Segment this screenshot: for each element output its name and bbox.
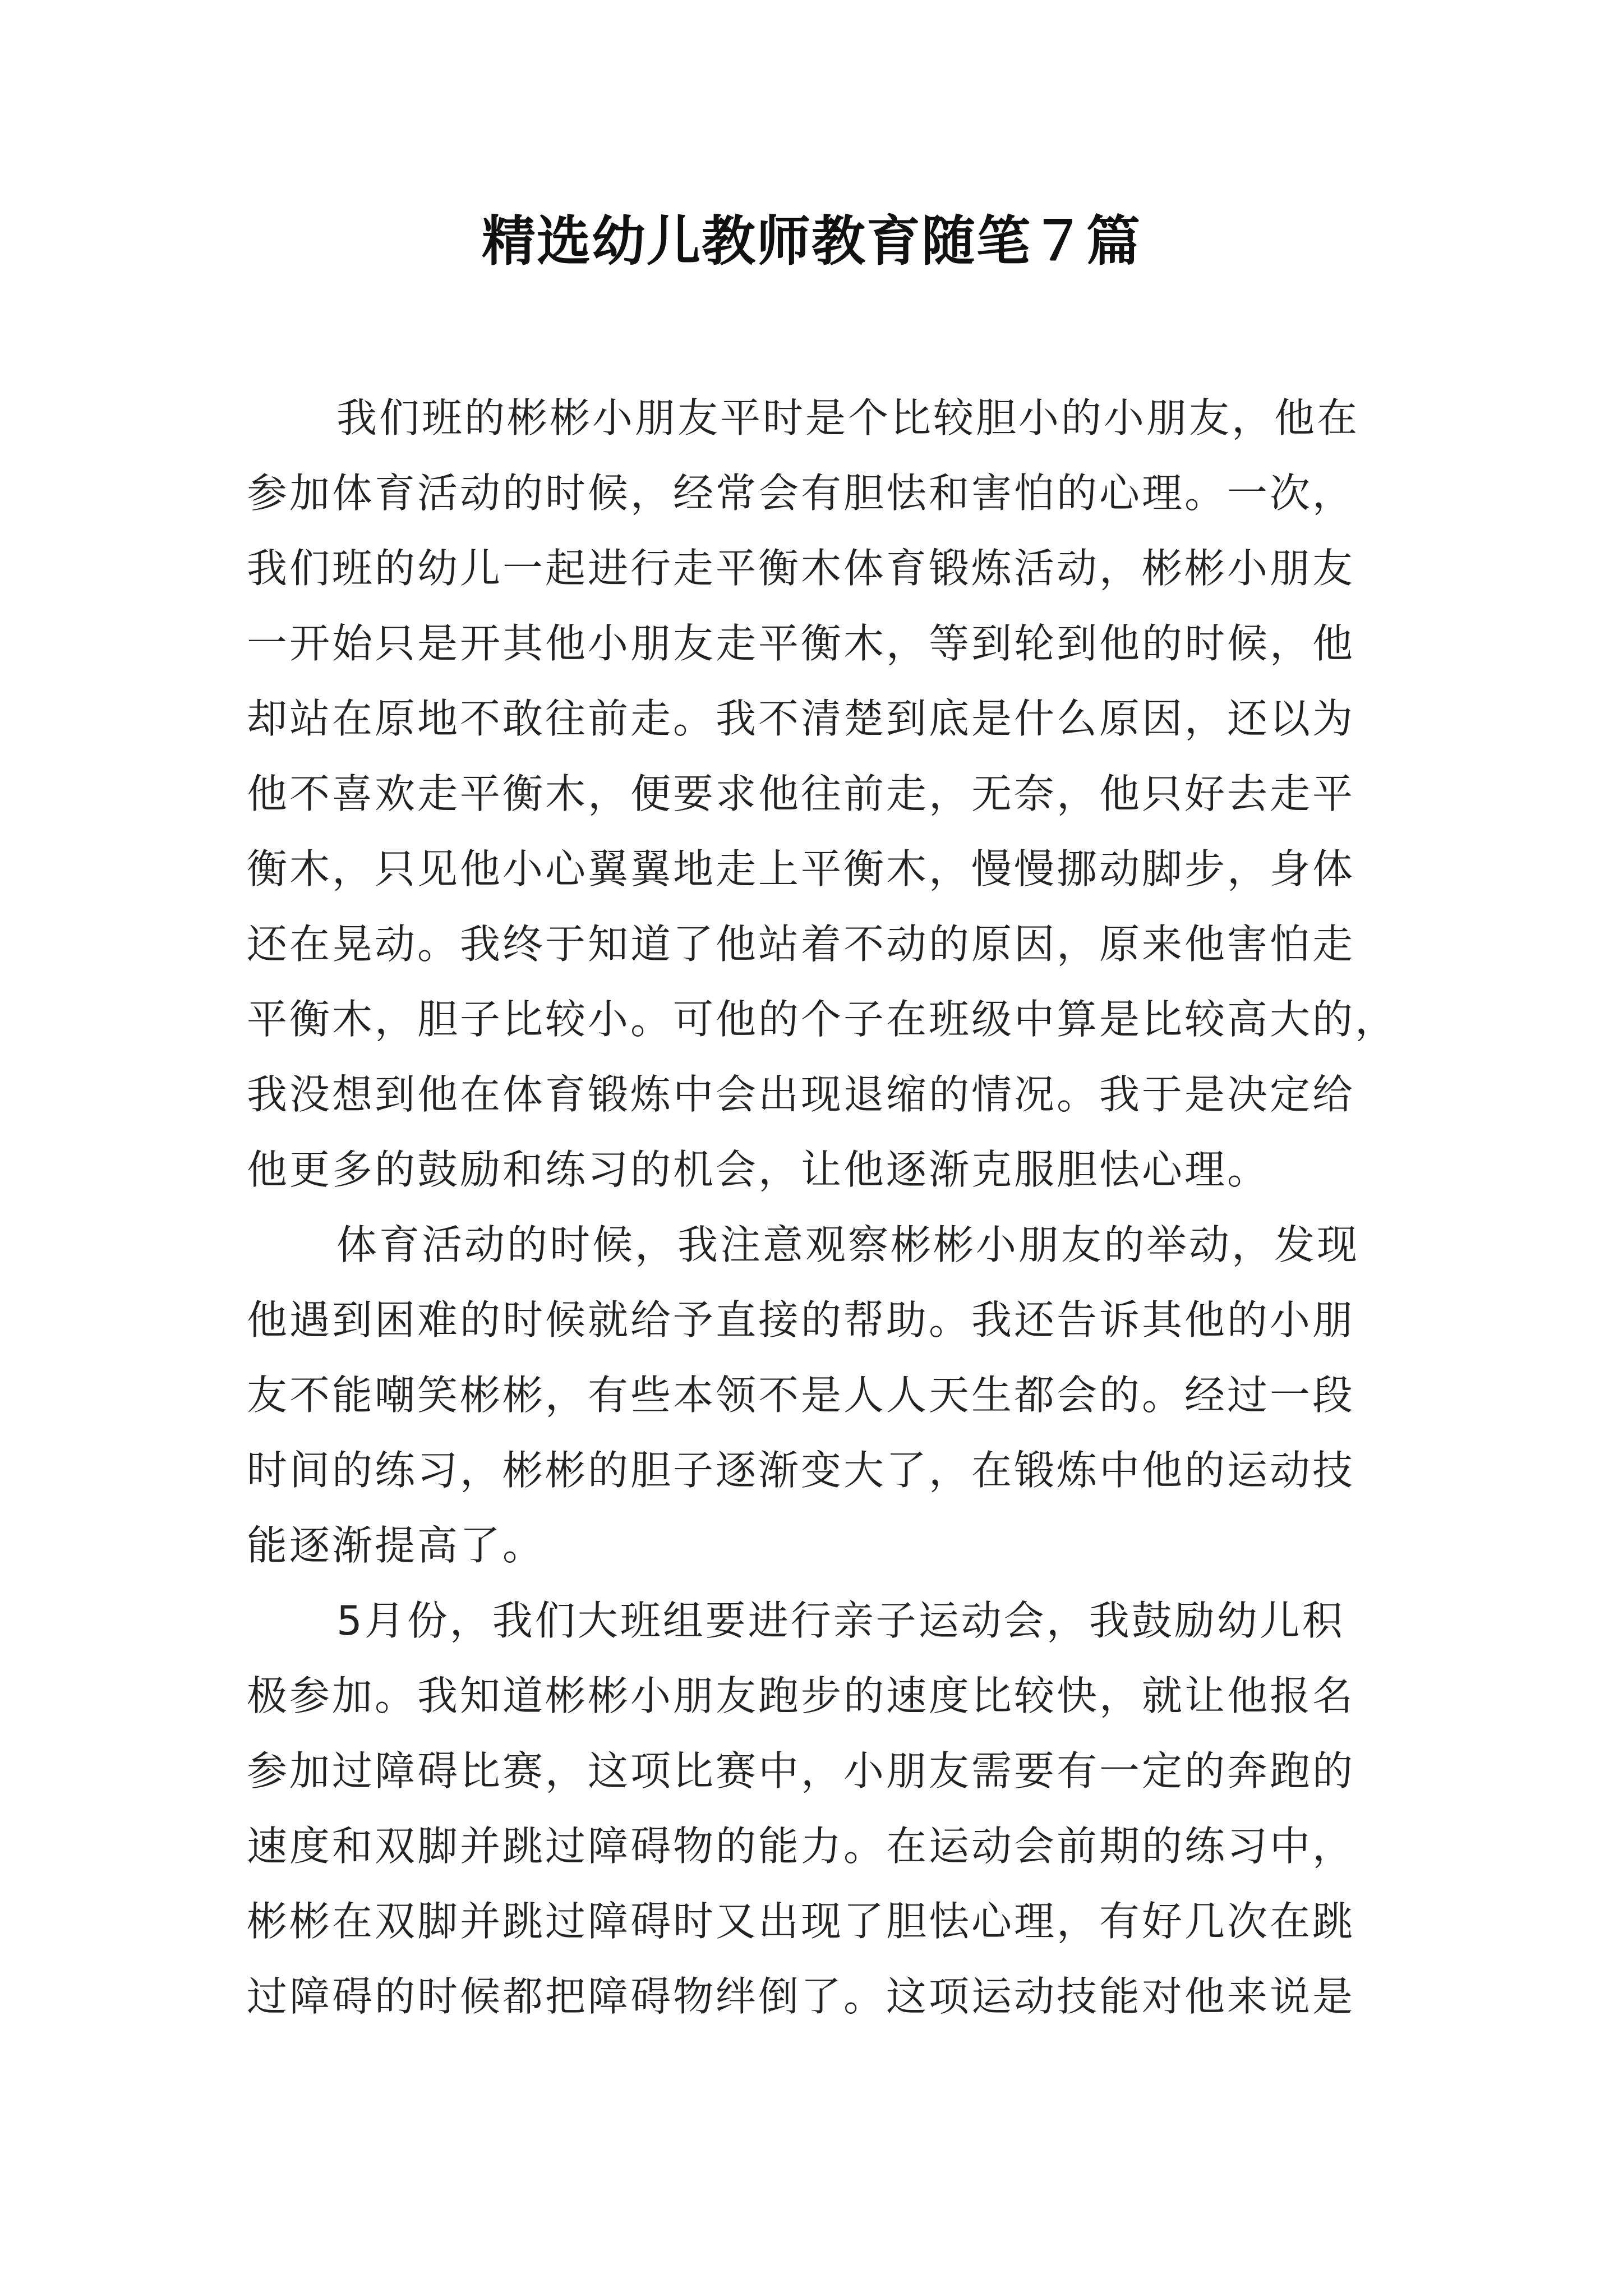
text-line: 能逐渐提高了。 <box>247 1522 546 1569</box>
text-line: 他遇到困难的时候就给予直接的帮助。我还告诉其他的小朋 <box>247 1296 1355 1343</box>
text-line: 极参加。我知道彬彬小朋友跑步的速度比较快，就让他报名 <box>247 1672 1355 1719</box>
text-line: 参加过障碍比赛，这项比赛中，小朋友需要有一定的奔跑的 <box>247 1747 1355 1795</box>
text-line: 平衡木，胆子比较小。可他的个子在班级中算是比较高大的， <box>247 996 1398 1043</box>
text-line: 我没想到他在体育锻炼中会出现退缩的情况。我于是决定给 <box>247 1071 1355 1118</box>
text-line: 还在晃动。我终于知道了他站着不动的原因，原来他害怕走 <box>247 921 1355 968</box>
text-line: 却站在原地不敢往前走。我不清楚到底是什么原因，还以为 <box>247 695 1355 742</box>
paragraph-1 <box>247 380 1398 1207</box>
document-title: 精选幼儿教师教育随笔７篇 <box>482 209 1141 273</box>
text-line: 5月份，我们大班组要进行亲子运动会，我鼓励幼儿积 <box>336 1597 1345 1644</box>
text-line: 我们班的彬彬小朋友平时是个比较胆小的小朋友，他在 <box>336 394 1360 441</box>
paragraph-2 <box>247 1207 1382 1583</box>
text-line: 时间的练习，彬彬的胆子逐渐变大了，在锻炼中他的运动技 <box>247 1447 1355 1494</box>
text-line: 速度和双脚并跳过障碍物的能力。在运动会前期的练习中， <box>247 1823 1355 1870</box>
text-line: 参加体育活动的时候，经常会有胆怯和害怕的心理。一次， <box>247 470 1355 517</box>
text-line: 过障碍的时候都把障碍物绊倒了。这项运动技能对他来说是 <box>247 1973 1355 2020</box>
text-line: 友不能嘲笑彬彬，有些本领不是人人天生都会的。经过一段 <box>247 1372 1355 1419</box>
text-line: 一开始只是开其他小朋友走平衡木，等到轮到他的时候，他 <box>247 620 1355 667</box>
text-line: 衡木，只见他小心翼翼地走上平衡木，慢慢挪动脚步，身体 <box>247 845 1355 892</box>
text-line: 他更多的鼓励和练习的机会，让他逐渐克服胆怯心理。 <box>247 1146 1270 1193</box>
paragraph-3 <box>247 1583 1382 2034</box>
text-line: 我们班的幼儿一起进行走平衡木体育锻炼活动，彬彬小朋友 <box>247 545 1355 592</box>
document-body <box>247 380 1398 2034</box>
text-line: 彬彬在双脚并跳过障碍时又出现了胆怯心理，有好几次在跳 <box>247 1898 1355 1945</box>
text-line: 体育活动的时候，我注意观察彬彬小朋友的举动，发现 <box>336 1221 1360 1268</box>
text-line: 他不喜欢走平衡木，便要求他往前走，无奈，他只好去走平 <box>247 770 1355 817</box>
